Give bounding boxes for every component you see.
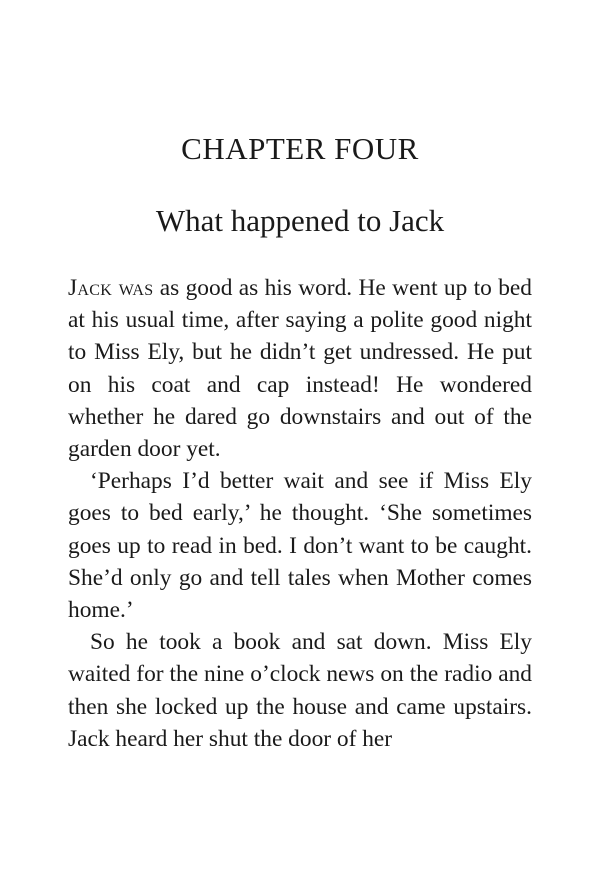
body-text [68, 272, 532, 755]
paragraph-2 [68, 465, 532, 626]
paragraph-3 [68, 626, 532, 755]
paragraph-text: as good as his word. He went up to bed at his usual time, after saying a polite good night to Miss Ely, but he didn’t get undressed. He put on his coat and cap instead! He wondered whether he dared go downstairs and out of the garden door yet. [68, 275, 532, 463]
chapter-title: What happened to Jack [155, 203, 445, 238]
paragraph-text: ‘Perhaps I’d better wait and see if Miss Ely goes to bed early,’ he thought. ‘She sometimes goes up to read in bed. I don’t want to be caught. She’d only go and tell tales when Mother comes home.’ [68, 468, 532, 624]
paragraph-lead-in: Jack was [68, 275, 154, 301]
paragraph-text: So he took a book and sat down. Miss Ely waited for the nine o’clock news on the radio and then she locked up the house and came upstairs. Jack heard her shut the door of her [68, 629, 532, 752]
paragraph-1 [68, 272, 532, 465]
chapter-heading: CHAPTER FOUR [181, 131, 419, 166]
